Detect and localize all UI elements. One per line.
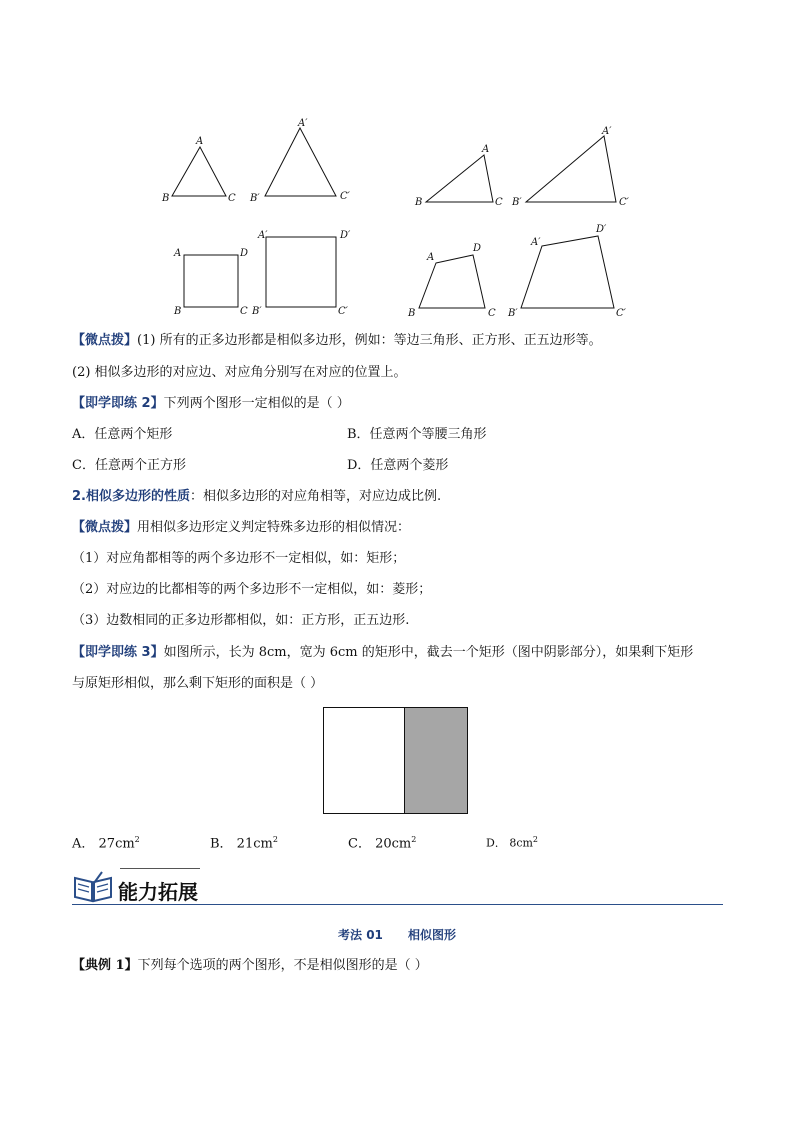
practice3-line1-text: 如图所示，长为 8cm，宽为 6cm 的矩形中，截去一个矩形（图中阴影部分），如果剩下矩形 [163, 645, 694, 660]
tip2-intro: 用相似多边形定义判定特殊多边形的相似情况： [137, 520, 411, 535]
label-sq1-c: C [240, 306, 248, 317]
practice2-tag: 【即学即练 2】 [72, 396, 164, 411]
section-header-title: 能力拓展 [118, 880, 198, 904]
square-abcd [184, 255, 238, 307]
tip2-line1: （1）对应角都相等的两个多边形不一定相似，如：矩形； [72, 551, 406, 566]
practice3-option-c: C． $20cm^2$ [348, 835, 417, 852]
practice2-question-text: 下列两个图形一定相似的是（ ） [163, 396, 350, 411]
section2-line [72, 489, 441, 505]
practice3-line1 [72, 645, 693, 661]
label-quad1p-b: B′ [508, 308, 518, 319]
label-sq1p-a: A′ [258, 230, 268, 241]
label-tri2-a: A [482, 144, 490, 155]
rectangle-figure [323, 707, 468, 814]
practice3-tag: 【即学即练 3】 [72, 645, 164, 660]
method-title: 考法 01 相似图形 [338, 928, 456, 942]
label-tri2p-a: A′ [602, 126, 612, 137]
label-tri2-b: B [415, 197, 423, 208]
label-tri1p-b: B′ [250, 193, 260, 204]
label-sq1p-b: B′ [252, 306, 262, 317]
label-sq1-b: B [174, 306, 182, 317]
tip2-tag: 【微点拨】 [72, 520, 138, 535]
practice3-option-d: D． $8cm^2$ [486, 835, 538, 850]
label-tri1p-a: A′ [298, 118, 308, 129]
tip1-line2: (2) 相似多边形的对应边、对应角分别写在对应的位置上。 [72, 365, 407, 380]
section-header-top-rule [120, 868, 200, 869]
practice3-option-a: A． $27cm^2$ [72, 835, 140, 852]
section-header-rule [72, 904, 723, 905]
triangle-abc-prime-scalene [526, 136, 616, 202]
label-tri1-c: C [228, 193, 236, 204]
label-tri1-b: B [162, 193, 170, 204]
label-quad1-a: A [427, 252, 435, 263]
practice3-line2: 与原矩形相似，那么剩下矩形的面积是（ ） [72, 676, 324, 691]
practice2-option-a: A．任意两个矩形 [72, 427, 173, 442]
tip2-intro-line [72, 520, 410, 536]
example1-question [72, 958, 428, 974]
square-abcd-prime [266, 237, 336, 307]
label-sq1p-d: D′ [340, 230, 351, 241]
triangle-abc-prime-equilateral [265, 128, 336, 196]
tip1-line1 [72, 333, 602, 349]
label-quad1p-d: D′ [596, 224, 607, 235]
practice3-option-b: B． $21cm^2$ [210, 835, 278, 852]
label-tri1p-c: C′ [340, 191, 350, 202]
similar-figures-diagram [150, 110, 650, 320]
practice2-option-b: B．任意两个等腰三角形 [347, 427, 487, 442]
example1-tag: 【典例 1】 [72, 958, 138, 973]
tip1-tag: 【微点拨】 [72, 333, 138, 348]
section2-text: ：相似多边形的对应角相等，对应边成比例. [189, 489, 442, 504]
label-quad1-c: C [488, 308, 496, 319]
label-quad1-d: D [473, 243, 482, 254]
label-sq1-a: A [174, 248, 182, 259]
label-tri2p-b: B′ [512, 197, 522, 208]
example1-question-text: 下列每个选项的两个图形，不是相似图形的是（ ） [137, 958, 428, 973]
label-tri1-a: A [196, 136, 204, 147]
label-quad1p-c: C′ [616, 308, 626, 319]
section2-heading: 2.相似多边形的性质 [72, 489, 190, 504]
triangle-abc-equilateral [172, 147, 226, 196]
tip2-line2: （2）对应边的比都相等的两个多边形不一定相似，如：菱形； [72, 582, 432, 597]
practice2-option-c: C．任意两个正方形 [72, 458, 186, 473]
shaded-rectangle [404, 708, 467, 813]
label-quad1-b: B [408, 308, 416, 319]
practice2-option-d: D．任意两个菱形 [347, 458, 449, 473]
tip1-line1-text: (1) 所有的正多边形都是相似多边形，例如：等边三角形、正方形、正五边形等。 [137, 333, 602, 348]
label-tri2-c: C [495, 197, 503, 208]
label-quad1p-a: A′ [531, 237, 541, 248]
triangle-abc-scalene [426, 155, 493, 202]
practice2-question [72, 396, 350, 412]
label-sq1-d: D [240, 248, 249, 259]
open-book-icon [72, 870, 114, 904]
tip2-line3: （3）边数相同的正多边形都相似，如：正方形，正五边形. [72, 613, 410, 628]
label-tri2p-c: C′ [619, 197, 629, 208]
label-sq1p-c: C′ [338, 306, 348, 317]
